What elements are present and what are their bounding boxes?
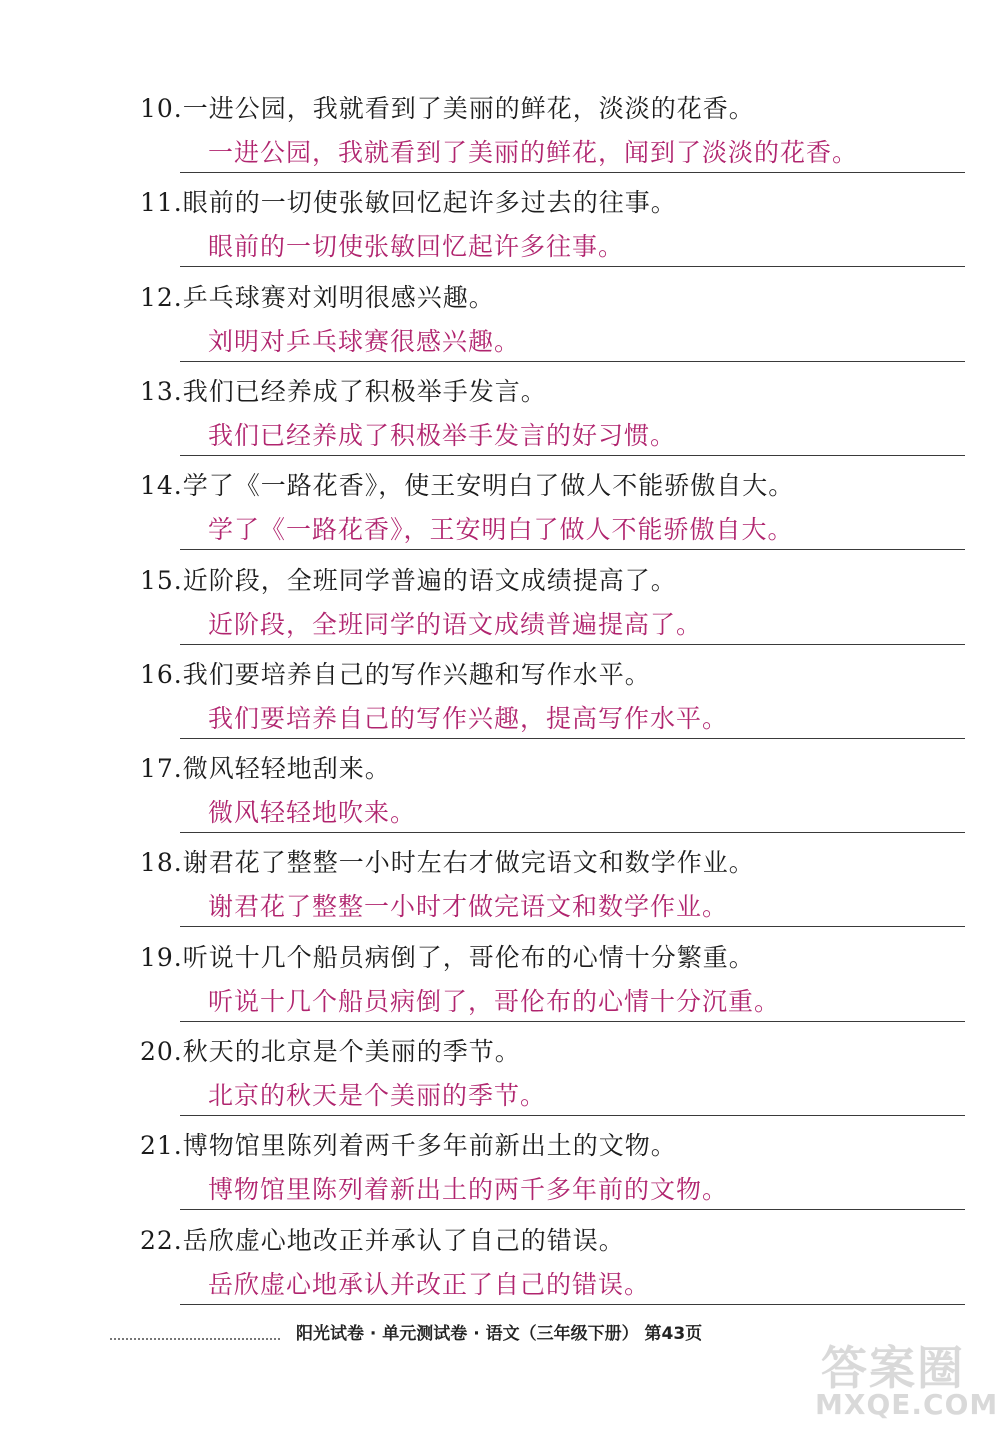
answer-underline: [180, 1209, 965, 1210]
answer-text: 一进公园，我就看到了美丽的鲜花，闻到了淡淡的花香。: [208, 138, 859, 167]
question-text: 20.秋天的北京是个美丽的季节。: [140, 1037, 521, 1066]
question-text: 22.岳欣虚心地改正并承认了自己的错误。: [140, 1225, 625, 1255]
question-text: 21.博物馆里陈列着两千多年前新出土的文物。: [140, 1131, 677, 1161]
question-text: 10.一进公园，我就看到了美丽的鲜花，淡淡的花香。: [140, 94, 755, 123]
answer-text: 近阶段，全班同学的语文成绩普遍提高了。: [208, 609, 703, 639]
watermark-chars: 答案圈: [821, 1341, 965, 1395]
answer-underline: [180, 1304, 965, 1305]
answer-text: 听说十几个船员病倒了，哥伦布的心情十分沉重。: [208, 986, 781, 1016]
question-text: 13.我们已经养成了积极举手发言。: [140, 376, 547, 406]
question-text: 16.我们要培养自己的写作兴趣和写作水平。: [140, 659, 651, 689]
answer-underline: [180, 1021, 965, 1022]
answer-underline: [180, 266, 965, 267]
answer-text: 学了《一路花香》，王安明白了做人不能骄傲自大。: [208, 515, 794, 545]
footer-text: 阳光试卷 · 单元测试卷 · 语文（三年级下册） 第43页: [296, 1324, 703, 1344]
answer-underline: [180, 1115, 965, 1116]
answer-underline: [180, 172, 965, 173]
answer-underline: [180, 738, 965, 739]
answer-underline: [180, 549, 965, 550]
answer-underline: [180, 361, 965, 362]
watermark-logo: [815, 1332, 999, 1422]
watermark-url: MXQE.COM: [815, 1388, 999, 1421]
question-text: 19.听说十几个船员病倒了，哥伦布的心情十分繁重。: [140, 942, 755, 972]
answer-text: 岳欣虚心地承认并改正了自己的错误。: [208, 1269, 651, 1299]
answer-text: 我们已经养成了积极举手发言的好习惯。: [208, 420, 677, 450]
page-footer: [110, 1318, 770, 1352]
answer-text: 北京的秋天是个美丽的季节。: [208, 1081, 547, 1110]
answer-underline: [180, 644, 965, 645]
answer-underline: [180, 926, 965, 927]
answer-underline: [180, 832, 965, 833]
footer-dotted-leader: [110, 1338, 280, 1340]
answer-text: 我们要培养自己的写作兴趣，提高写作水平。: [208, 703, 729, 733]
question-text: 14.学了《一路花香》，使王安明白了做人不能骄傲自大。: [140, 471, 795, 501]
question-text: 12.乒乓球赛对刘明很感兴趣。: [140, 282, 495, 312]
answer-text: 谢君花了整整一小时才做完语文和数学作业。: [208, 892, 729, 922]
answer-text: 刘明对乒乓球赛很感兴趣。: [208, 326, 521, 356]
answer-text: 微风轻轻地吹来。: [208, 798, 417, 828]
answer-text: 眼前的一切使张敏回忆起许多往事。: [208, 232, 625, 262]
answer-text: 博物馆里陈列着新出土的两千多年前的文物。: [208, 1175, 729, 1205]
answer-underline: [180, 455, 965, 456]
question-text: 18.谢君花了整整一小时左右才做完语文和数学作业。: [140, 848, 755, 878]
question-text: 11.眼前的一切使张敏回忆起许多过去的往事。: [140, 188, 677, 218]
question-text: 17.微风轻轻地刮来。: [140, 754, 391, 784]
question-text: 15.近阶段，全班同学普遍的语文成绩提高了。: [140, 565, 677, 595]
